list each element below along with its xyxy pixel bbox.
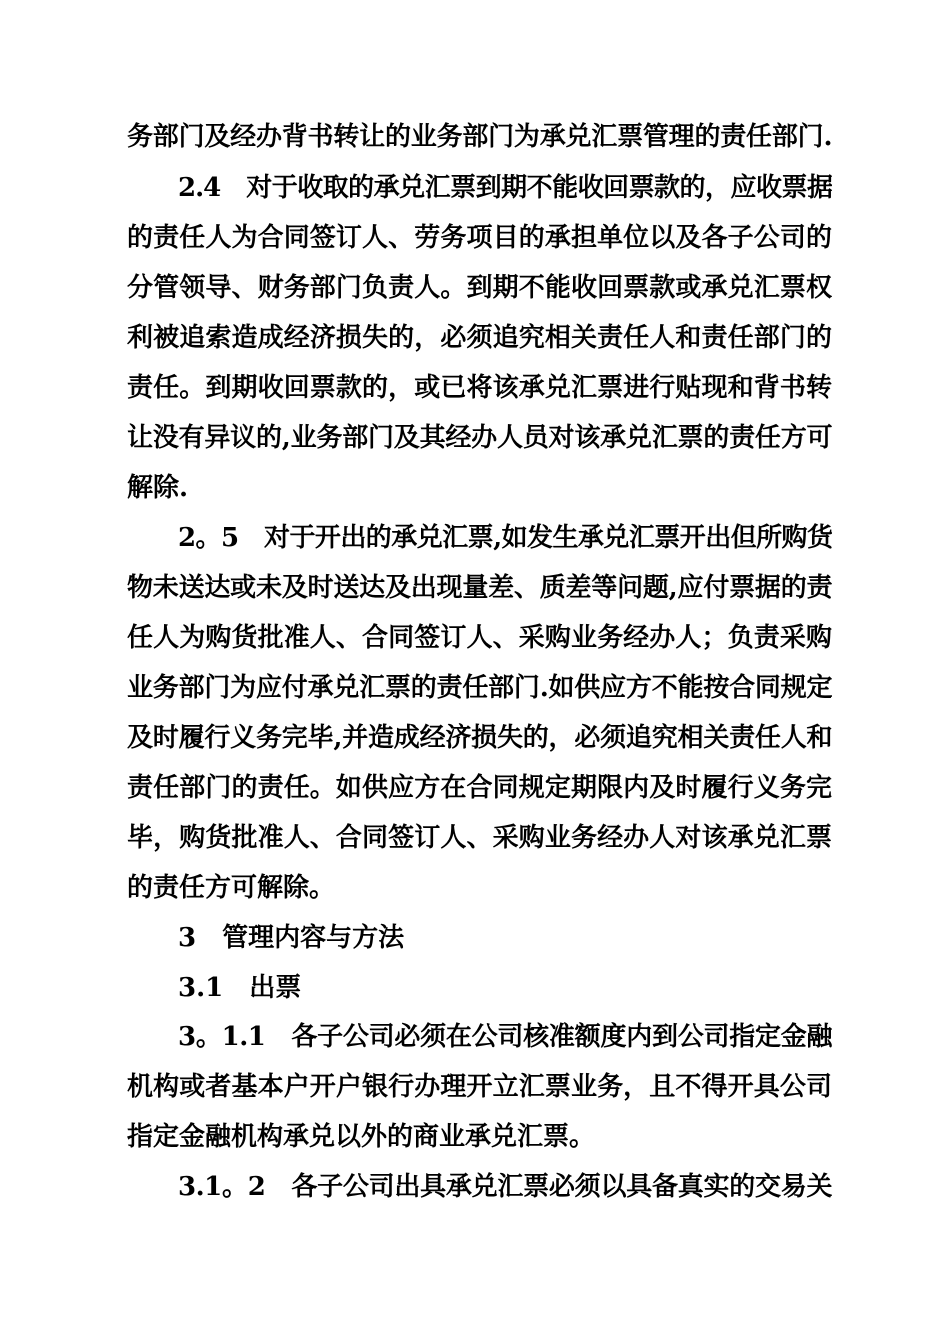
- text-line: 2。5 对于开出的承兑汇票,如发生承兑汇票开出但所购货: [178, 523, 832, 553]
- text-line: 3。1.1 各子公司必须在公司核准额度内到公司指定金融: [178, 1022, 832, 1052]
- text-line: 责任。到期收回票款的，或已将该承兑汇票进行贴现和背书转: [127, 373, 832, 403]
- text-line: 指定金融机构承兑以外的商业承兑汇票。: [127, 1122, 596, 1152]
- text-line: 务部门及经办背书转让的业务部门为承兑汇票管理的责任部门.: [127, 122, 832, 152]
- text-line: 3.1。2 各子公司出具承兑汇票必须以具备真实的交易关: [178, 1172, 832, 1202]
- section-heading: 3 管理内容与方法: [178, 923, 405, 953]
- text-line: 责任部门的责任。如供应方在合同规定期限内及时履行义务完: [127, 773, 832, 803]
- text-line: 让没有异议的,业务部门及其经办人员对该承兑汇票的责任方可: [127, 423, 832, 453]
- text-line: 及时履行义务完毕,并造成经济损失的，必须追究相关责任人和: [127, 723, 832, 753]
- text-line: 2.4 对于收取的承兑汇票到期不能收回票款的，应收票据: [178, 173, 832, 203]
- text-line: 分管领导、财务部门负责人。到期不能收回票款或承兑汇票权: [127, 273, 832, 303]
- text-line: 的责任人为合同签订人、劳务项目的承担单位以及各子公司的: [127, 223, 832, 253]
- text-line: 解除.: [127, 473, 189, 503]
- text-line: 业务部门为应付承兑汇票的责任部门.如供应方不能按合同规定: [127, 673, 832, 703]
- text-line: 物未送达或未及时送达及出现量差、质差等问题,应付票据的责: [127, 573, 832, 603]
- text-line: 的责任方可解除。: [127, 873, 336, 903]
- text-line: 毕，购货批准人、合同签订人、采购业务经办人对该承兑汇票: [127, 823, 832, 853]
- subsection-heading: 3.1 出票: [178, 973, 302, 1003]
- text-line: 任人为购货批准人、合同签订人、采购业务经办人；负责采购: [127, 623, 832, 653]
- text-line: 利被追索造成经济损失的，必须追究相关责任人和责任部门的: [127, 323, 832, 353]
- text-line: 机构或者基本户开户银行办理开立汇票业务，且不得开具公司: [127, 1072, 832, 1102]
